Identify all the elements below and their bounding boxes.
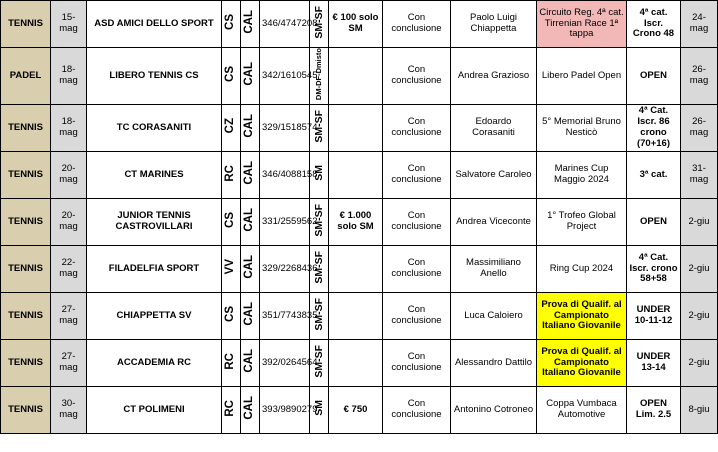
start-date-cell: 15-mag xyxy=(51,1,87,48)
club-name-cell: CHIAPPETTA SV xyxy=(87,293,222,340)
region-cell xyxy=(241,48,260,105)
phone-cell: 351/7743835 xyxy=(260,293,310,340)
info-cell: OPEN xyxy=(627,199,681,246)
referee-cell: Alessandro Dattilo xyxy=(451,340,537,387)
event-name-cell: Marines Cup Maggio 2024 xyxy=(537,152,627,199)
club-name-cell: FILADELFIA SPORT xyxy=(87,246,222,293)
start-date-cell: 27-mag xyxy=(51,293,87,340)
start-date-cell: 20-mag xyxy=(51,199,87,246)
event-name-cell: Ring Cup 2024 xyxy=(537,246,627,293)
table-row xyxy=(1,340,718,387)
referee-cell: Antonino Cotroneo xyxy=(451,387,537,434)
province-label: RC xyxy=(224,352,237,370)
referee-cell: Andrea Viceconte xyxy=(451,199,537,246)
province-cell xyxy=(222,152,241,199)
end-date-cell: 2-giu xyxy=(681,340,718,387)
region-label: CAL xyxy=(243,208,256,232)
end-date-cell: 2-giu xyxy=(681,246,718,293)
prize-cell: € 100 solo SM xyxy=(329,1,383,48)
region-label: CAL xyxy=(243,114,256,138)
club-name-cell: CT MARINES xyxy=(87,152,222,199)
table-row xyxy=(1,199,718,246)
end-date-cell: 26-mag xyxy=(681,105,718,152)
end-date-cell: 24-mag xyxy=(681,1,718,48)
conclusion-cell: Con conclusione xyxy=(383,387,451,434)
referee-cell: Luca Caloiero xyxy=(451,293,537,340)
end-date-cell: 31-mag xyxy=(681,152,718,199)
prize-cell xyxy=(329,340,383,387)
category-cell xyxy=(310,105,329,152)
info-cell: 4ª Cat. Iscr. 86 crono (70+16) xyxy=(627,105,681,152)
sport-cell: TENNIS xyxy=(1,105,51,152)
info-cell: UNDER 10-11-12 xyxy=(627,293,681,340)
club-name-cell: ASD AMICI DELLO SPORT xyxy=(87,1,222,48)
province-label: CZ xyxy=(224,118,237,134)
phone-cell: 393/9890279 xyxy=(260,387,310,434)
conclusion-cell: Con conclusione xyxy=(383,1,451,48)
region-label: CAL xyxy=(243,161,256,185)
region-label: CAL xyxy=(243,302,256,326)
phone-cell: 329/1518574 xyxy=(260,105,310,152)
region-cell xyxy=(241,340,260,387)
event-name-cell: 5° Memorial Bruno Nesticò xyxy=(537,105,627,152)
region-label: CAL xyxy=(243,10,256,34)
region-label: CAL xyxy=(243,396,256,420)
sport-cell: TENNIS xyxy=(1,152,51,199)
region-label: CAL xyxy=(243,255,256,279)
table-row xyxy=(1,387,718,434)
category-cell xyxy=(310,246,329,293)
category-cell xyxy=(310,293,329,340)
region-cell xyxy=(241,387,260,434)
end-date-cell: 8-giu xyxy=(681,387,718,434)
region-cell xyxy=(241,293,260,340)
start-date-cell: 30-mag xyxy=(51,387,87,434)
region-cell xyxy=(241,105,260,152)
province-cell xyxy=(222,340,241,387)
prize-cell xyxy=(329,246,383,293)
referee-cell: Massimiliano Anello xyxy=(451,246,537,293)
table-row xyxy=(1,246,718,293)
referee-cell: Salvatore Caroleo xyxy=(451,152,537,199)
province-cell xyxy=(222,48,241,105)
event-name-cell: Prova di Qualif. al Campionato Italiano Giovanile xyxy=(537,340,627,387)
sport-cell: TENNIS xyxy=(1,293,51,340)
conclusion-cell: Con conclusione xyxy=(383,293,451,340)
category-cell xyxy=(310,387,329,434)
region-cell xyxy=(241,152,260,199)
phone-cell: 392/0264564 xyxy=(260,340,310,387)
province-label: RC xyxy=(224,164,237,182)
prize-cell: € 1.000 solo SM xyxy=(329,199,383,246)
table-row xyxy=(1,152,718,199)
info-cell: UNDER 13-14 xyxy=(627,340,681,387)
prize-cell xyxy=(329,48,383,105)
start-date-cell: 27-mag xyxy=(51,340,87,387)
event-name-cell: 1° Trofeo Global Project xyxy=(537,199,627,246)
province-label: RC xyxy=(224,399,237,417)
info-cell: 4ª Cat. Iscr. crono 58+58 xyxy=(627,246,681,293)
table-row xyxy=(1,48,718,105)
category-label: SM xyxy=(312,400,325,416)
province-cell xyxy=(222,293,241,340)
info-cell: OPEN Lim. 2.5 xyxy=(627,387,681,434)
category-label: SM xyxy=(312,165,325,181)
referee-cell: Andrea Grazioso xyxy=(451,48,537,105)
category-label: SM-SF xyxy=(312,5,325,39)
sport-cell: TENNIS xyxy=(1,340,51,387)
category-label: SM-SF xyxy=(312,250,325,284)
province-cell xyxy=(222,1,241,48)
conclusion-cell: Con conclusione xyxy=(383,246,451,293)
phone-cell: 346/4747208 xyxy=(260,1,310,48)
phone-cell: 329/2268436 xyxy=(260,246,310,293)
start-date-cell: 20-mag xyxy=(51,152,87,199)
start-date-cell: 22-mag xyxy=(51,246,87,293)
start-date-cell: 18-mag xyxy=(51,48,87,105)
category-cell xyxy=(310,199,329,246)
event-name-cell: Prova di Qualif. al Campionato Italiano Giovanile xyxy=(537,293,627,340)
category-label: SM-SF xyxy=(312,203,325,237)
province-label: CS xyxy=(224,212,237,229)
prize-cell: € 750 xyxy=(329,387,383,434)
province-cell xyxy=(222,246,241,293)
prize-cell xyxy=(329,152,383,199)
phone-cell: 346/4088158 xyxy=(260,152,310,199)
prize-cell xyxy=(329,105,383,152)
info-cell: OPEN xyxy=(627,48,681,105)
referee-cell: Edoardo Corasaniti xyxy=(451,105,537,152)
event-name-cell: Circuito Reg. 4ª cat. Tirrenian Race 1ª tappa xyxy=(537,1,627,48)
phone-cell: 331/2559562 xyxy=(260,199,310,246)
sport-cell: TENNIS xyxy=(1,199,51,246)
phone-cell: 342/1610545 xyxy=(260,48,310,105)
info-cell: 4ª cat. Iscr. Crono 48 xyxy=(627,1,681,48)
sport-cell: TENNIS xyxy=(1,1,51,48)
end-date-cell: 2-giu xyxy=(681,199,718,246)
province-label: CS xyxy=(224,66,237,83)
region-cell xyxy=(241,1,260,48)
region-label: CAL xyxy=(243,349,256,373)
province-label: CS xyxy=(224,306,237,323)
prize-cell xyxy=(329,293,383,340)
province-cell xyxy=(222,387,241,434)
club-name-cell: ACCADEMIA RC xyxy=(87,340,222,387)
sport-cell: TENNIS xyxy=(1,246,51,293)
region-label: CAL xyxy=(243,62,256,86)
end-date-cell: 26-mag xyxy=(681,48,718,105)
event-name-cell: Coppa Vumbaca Automotive xyxy=(537,387,627,434)
conclusion-cell: Con conclusione xyxy=(383,340,451,387)
start-date-cell: 18-mag xyxy=(51,105,87,152)
end-date-cell: 2-giu xyxy=(681,293,718,340)
club-name-cell: TC CORASANITI xyxy=(87,105,222,152)
region-cell xyxy=(241,199,260,246)
province-cell xyxy=(222,105,241,152)
category-label: DM-DF-Dmisto xyxy=(314,48,324,101)
conclusion-cell: Con conclusione xyxy=(383,199,451,246)
category-cell xyxy=(310,340,329,387)
province-cell xyxy=(222,199,241,246)
club-name-cell: CT POLIMENI xyxy=(87,387,222,434)
category-label: SM-SF xyxy=(312,109,325,143)
category-cell xyxy=(310,152,329,199)
table-row xyxy=(1,105,718,152)
referee-cell: Paolo Luigi Chiappetta xyxy=(451,1,537,48)
conclusion-cell: Con conclusione xyxy=(383,152,451,199)
province-label: CS xyxy=(224,14,237,31)
category-label: SM-SF xyxy=(312,344,325,378)
club-name-cell: LIBERO TENNIS CS xyxy=(87,48,222,105)
conclusion-cell: Con conclusione xyxy=(383,105,451,152)
info-cell: 3ª cat. xyxy=(627,152,681,199)
category-label: SM-SF xyxy=(312,297,325,331)
province-label: VV xyxy=(224,259,237,275)
club-name-cell: JUNIOR TENNIS CASTROVILLARI xyxy=(87,199,222,246)
category-cell xyxy=(310,1,329,48)
sport-cell: TENNIS xyxy=(1,387,51,434)
table-row xyxy=(1,293,718,340)
conclusion-cell: Con conclusione xyxy=(383,48,451,105)
sport-cell: PADEL xyxy=(1,48,51,105)
table-row xyxy=(1,1,718,48)
region-cell xyxy=(241,246,260,293)
event-name-cell: Libero Padel Open xyxy=(537,48,627,105)
